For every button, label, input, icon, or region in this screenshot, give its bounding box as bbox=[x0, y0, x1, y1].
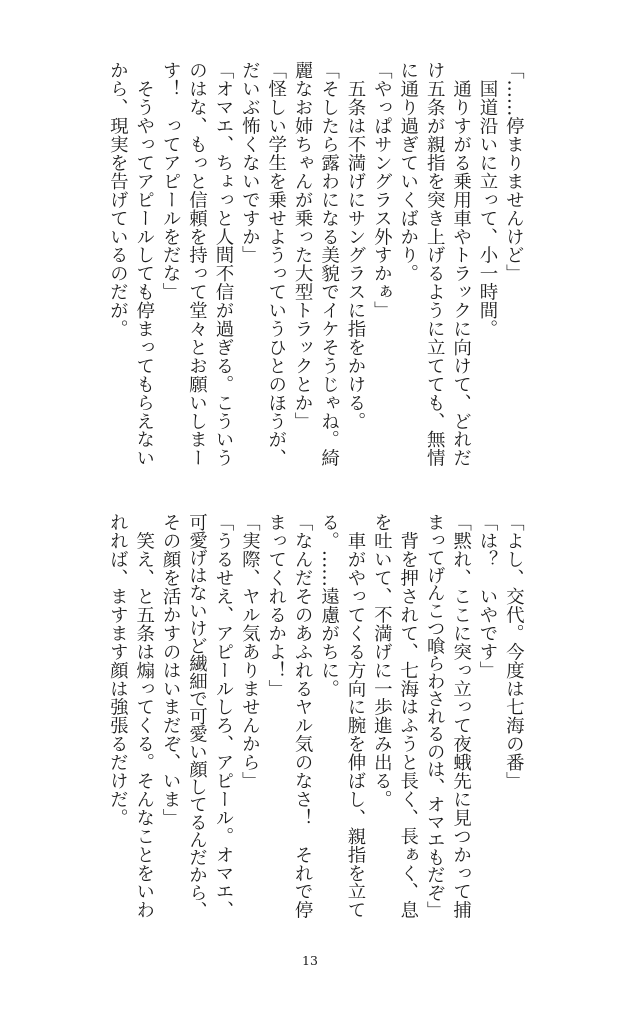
text-line: 「うるせえ、アピールしろ、アピール。オマエ、 bbox=[212, 513, 234, 919]
text-line: 麗なお姉ちゃんが乗った大型トラックとか」 bbox=[292, 61, 314, 430]
text-line: から、現実を告げているのだが。 bbox=[107, 61, 129, 338]
text-line: 「よし、交代。今度は七海の番」 bbox=[503, 513, 525, 790]
page-number: 13 bbox=[302, 953, 318, 968]
text-line: 「怪しい学生を乗せようっていうひとのほうが、 bbox=[265, 61, 287, 467]
text-line: を吐いて、不満げに一歩進み出る。 bbox=[371, 513, 393, 809]
text-line: 国道沿いに立って、小一時間。 bbox=[476, 61, 498, 338]
text-line: 「実際、ヤル気ありませんから」 bbox=[239, 513, 261, 790]
text-line: 笑え、と五条は煽ってくる。そんなことをいわ bbox=[133, 513, 155, 919]
text-line: まってげんこつ喰らわされるのは、オマエもだぞ」 bbox=[424, 513, 446, 919]
text-line: 「……停まりませんけど」 bbox=[503, 61, 525, 283]
text-line: 「やっぱサングラス外すかぁ」 bbox=[371, 61, 393, 320]
text-line: 「黙れ、ここに突っ立って夜蛾先に見つかって捕 bbox=[450, 513, 472, 919]
text-line: のはな、もっと信頼を持って堂々とお願いしまー bbox=[186, 61, 208, 467]
text-block-lower bbox=[104, 513, 526, 919]
text-line: まってくれるかよ！」 bbox=[265, 513, 287, 698]
text-line: 五条は不満げにサングラスに指をかける。 bbox=[344, 61, 366, 430]
text-line: れれば、ますます顔は強張るだけだ。 bbox=[107, 513, 129, 827]
text-block-upper bbox=[104, 61, 526, 467]
text-line: だいぶ怖くないですか」 bbox=[239, 61, 261, 264]
text-line: 可愛げはないけど繊細で可愛い顔してるんだから、 bbox=[186, 513, 208, 919]
text-line: 背を押されて、七海はふうと長く、長ぁく、息 bbox=[397, 513, 419, 919]
text-line: 「は？ いやです」 bbox=[476, 513, 498, 680]
text-line: 「そしたら露わになる美貌でイケそうじゃね。綺 bbox=[318, 61, 340, 467]
text-line: そうやってアピールしても停まってもらえない bbox=[133, 61, 155, 467]
text-line: る。……遠慮がちに。 bbox=[318, 513, 340, 698]
text-line: す！ ってアピールをだな」 bbox=[160, 61, 182, 301]
text-line: その顔を活かすのはいまだぞ、いま」 bbox=[160, 513, 182, 827]
text-line: 「オマエ、ちょっと人間不信が過ぎる。こういう bbox=[212, 61, 234, 467]
text-line: 通りすがる乗用車やトラックに向けて、どれだ bbox=[450, 61, 472, 467]
text-line: け五条が親指を突き上げるように立てても、無情 bbox=[424, 61, 446, 467]
text-line: 「なんだそのあふれるヤル気のなさ！ それで停 bbox=[292, 513, 314, 919]
text-line: に通り過ぎていくばかり。 bbox=[397, 61, 419, 283]
text-line: 車がやってくる方向に腕を伸ばし、親指を立て bbox=[344, 513, 366, 919]
